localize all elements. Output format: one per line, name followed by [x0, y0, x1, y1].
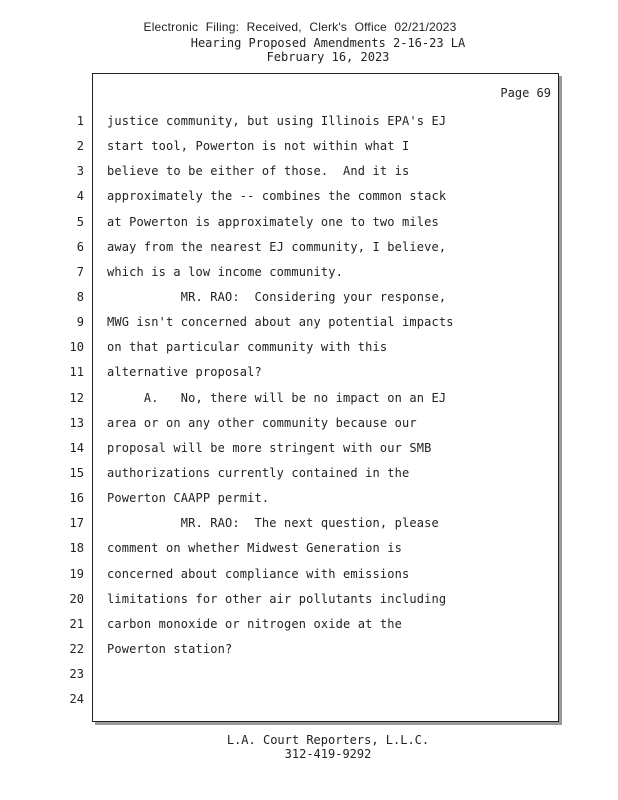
- line-number: 19: [69, 566, 84, 581]
- transcript-line: proposal will be more stringent with our SMB: [107, 440, 432, 455]
- line-number: 12: [69, 390, 84, 405]
- line-number: 21: [69, 616, 84, 631]
- line-number: 6: [76, 239, 84, 254]
- transcript-line: MR. RAO: Considering your response,: [107, 289, 447, 304]
- court-reporter-name: L.A. Court Reporters, L.L.C.: [226, 733, 430, 747]
- transcript-line: alternative proposal?: [107, 365, 262, 380]
- line-number: 24: [69, 692, 84, 707]
- line-number-column: [56, 109, 84, 712]
- line-number: 1: [76, 114, 84, 128]
- electronic-filing-stamp: Electronic Filing: Received, Clerk's Office 02/21/2023: [143, 20, 457, 34]
- transcript-line: limitations for other air pollutants including: [107, 591, 447, 606]
- transcript-line: [107, 662, 547, 687]
- line-number: 14: [69, 440, 84, 455]
- line-number: 5: [76, 214, 84, 229]
- line-number: 20: [69, 591, 84, 606]
- transcript-line: which is a low income community.: [107, 264, 343, 279]
- transcript-line: comment on whether Midwest Generation is: [107, 541, 402, 556]
- line-number: 18: [69, 541, 84, 556]
- line-number: 9: [76, 315, 84, 330]
- transcript-line: Powerton station?: [107, 641, 233, 656]
- transcript-line: MR. RAO: The next question, please: [107, 516, 439, 531]
- line-number: 10: [69, 340, 84, 355]
- line-number: 8: [76, 289, 84, 304]
- transcript-line: A. No, there will be no impact on an EJ: [107, 390, 447, 405]
- line-number: 7: [76, 264, 84, 279]
- transcript-line: start tool, Powerton is not within what I: [107, 139, 410, 154]
- line-number: 2: [76, 139, 84, 154]
- line-number: 3: [76, 164, 84, 179]
- line-number: 17: [69, 516, 84, 531]
- court-reporter-phone: 312-419-9292: [284, 747, 372, 761]
- hearing-title: Hearing Proposed Amendments 2-16-23 LA: [190, 36, 466, 50]
- transcript-line: justice community, but using Illinois EPA's EJ: [107, 114, 447, 128]
- transcript-line: believe to be either of those. And it is: [107, 164, 410, 179]
- line-number: 11: [69, 365, 84, 380]
- transcript-line: MWG isn't concerned about any potential impacts: [107, 315, 454, 330]
- document-footer: [0, 733, 618, 761]
- transcript-line: approximately the -- combines the common stack: [107, 189, 447, 204]
- line-number: 16: [69, 491, 84, 506]
- page-number: Page 69: [500, 86, 551, 100]
- line-number: 23: [69, 667, 84, 682]
- hearing-date: February 16, 2023: [266, 50, 390, 64]
- line-number: 22: [69, 641, 84, 656]
- transcript-line: away from the nearest EJ community, I believe,: [107, 239, 447, 254]
- transcript-line: authorizations currently contained in the: [107, 465, 410, 480]
- transcript-body: [107, 109, 547, 712]
- transcript-line: at Powerton is approximately one to two miles: [107, 214, 439, 229]
- transcript-line: Powerton CAAPP permit.: [107, 491, 270, 506]
- transcript-line: area or on any other community because our: [107, 415, 417, 430]
- transcript-line: carbon monoxide or nitrogen oxide at the: [107, 616, 402, 631]
- transcript-line: [107, 687, 547, 712]
- line-number: 13: [69, 415, 84, 430]
- line-number: 15: [69, 465, 84, 480]
- document-header: [0, 36, 618, 64]
- line-number: 4: [76, 189, 84, 204]
- transcript-line: concerned about compliance with emissions: [107, 566, 410, 581]
- transcript-line: on that particular community with this: [107, 340, 388, 355]
